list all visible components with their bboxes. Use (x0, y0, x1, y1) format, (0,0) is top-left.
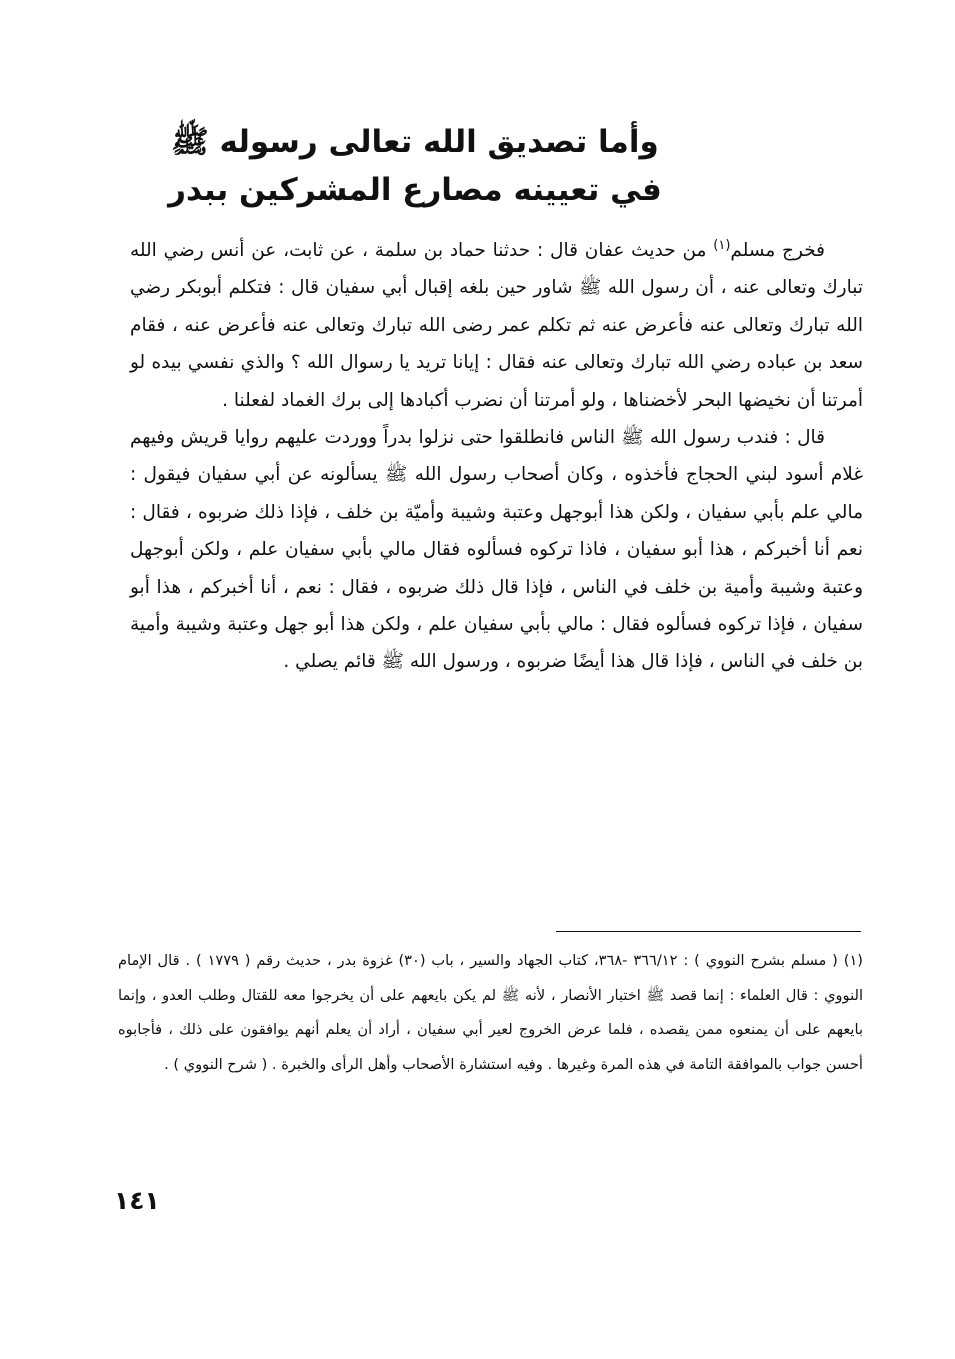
body-text (130, 232, 863, 681)
footnote-text: (١) ( مسلم بشرح النووي ) : ٣٦٦/١٢ -٣٦٨، كتاب الجهاد والسير ، باب (٣٠) غزوة بدر ، حديث رقم ( ١٧٧٩ ) . قال الإمام النووي : قال العلماء : إنما قصد ﷺ اختبار الأنصار ، لأنه ﷺ لم يكن بايعهم على أن يخرجوا معه للقتال وطلب العدو ، وإنما بايعهم على أن يمنعوه ممن يقصده ، فلما عرض الخروج لعير أبي سفيان ، أراد أن يعلم أنهم يوافقون على ذلك ، فأجابوه أحسن جواب بالموافقة التامة في هذه المرة وغيرها . وفيه استشارة الأصحاب وأهل الرأى والخبرة . ( شرح النووي ) . (118, 952, 863, 1073)
footnote-separator (556, 931, 861, 932)
chapter-title-line-2: في تعيينه مصارع المشركين ببدر (168, 172, 662, 208)
paragraph-1-opening: فخرج مسلم (730, 240, 825, 261)
footnote (118, 944, 863, 1082)
paragraph-1-text: من حديث عفان قال : حدثنا حماد بن سلمة ، عن ثابت، عن أنس رضي الله تبارك وتعالى عنه ، أن رسول الله ﷺ شاور حين بلغه إقبال أبي سفيان قال : فتكلم أبوبكر رضي الله تبارك وتعالى عنه فأعرض عنه ثم تكلم عمر رضى الله تبارك وتعالى عنه فأعرض عنه ، فقام سعد بن عباده رضي الله تبارك وتعالى عنه فقال : إيانا تريد يا رسوال الله ؟ والذي نفسي بيده لو أمرتنا أن نخيضها البحر لأخضناها ، ولو أمرتنا أن نضرب أكبادها إلى برك الغماد لفعلنا . (130, 240, 863, 411)
body-paragraph-1 (130, 232, 863, 419)
page-number: ١٤١ (114, 1186, 160, 1215)
chapter-title (140, 118, 690, 214)
footnote-reference-mark: (١) (713, 237, 731, 253)
body-paragraph-2: قال : فندب رسول الله ﷺ الناس فانطلقوا حتى نزلوا بدراً ووردت عليهم روايا قريش وفيهم غلام أسود لبني الحجاج فأخذوه ، وكان أصحاب رسول الله ﷺ يسألونه عن أبي سفيان فيقول : مالي علم بأبي سفيان ، ولكن هذا أبوجهل وعتبة وشيبة وأميّة بن خلف ، فإذا ذلك ضربوه ، فقال : نعم أنا أخبركم ، هذا أبو سفيان ، فاذا تركوه فسألوه فقال مالي بأبي سفيان علم ، ولكن أبوجهل وعتبة وشيبة وأمية بن خلف في الناس ، فإذا قال ذلك ضربوه ، فقال : نعم ، أنا أخبركم ، هذا أبو سفيان ، فإذا تركوه فسألوه فقال : مالي بأبي سفيان علم ، ولكن هذا أبو جهل وعتبة وشيبة وأمية بن خلف في الناس ، فإذا قال هذا أيضًا ضربوه ، ورسول الله ﷺ قائم يصلي . (130, 427, 863, 673)
chapter-title-line-1: وأما تصديق الله تعالى رسوله ﷺ (171, 124, 659, 160)
